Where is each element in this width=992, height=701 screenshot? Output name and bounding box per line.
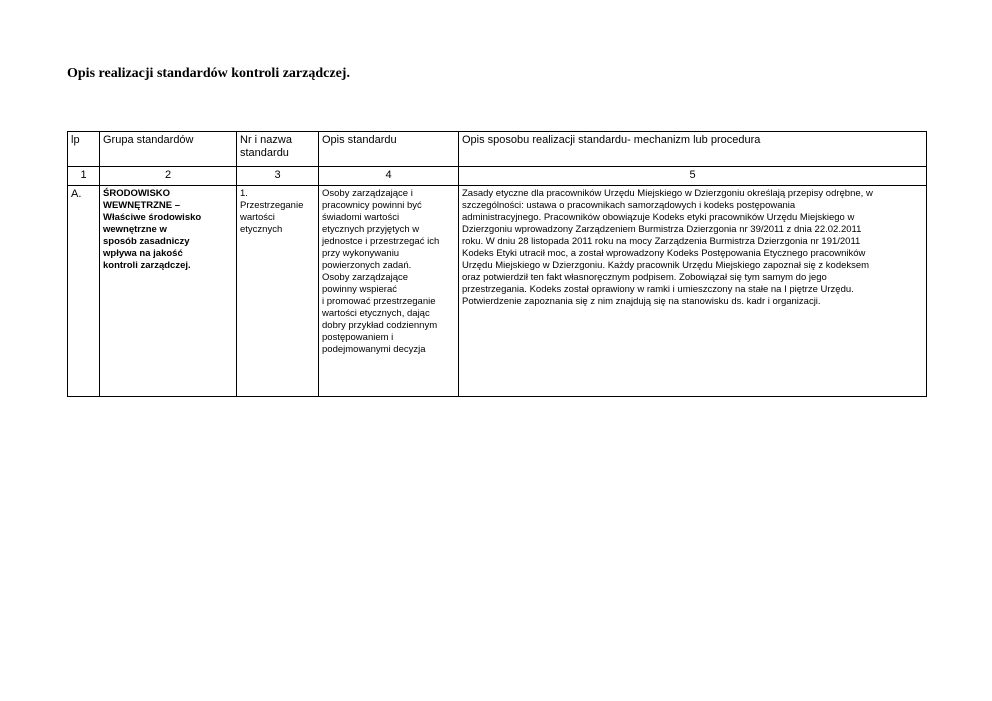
column-number: 4	[319, 167, 459, 186]
lp-text: A.	[71, 188, 82, 200]
column-number-row	[68, 167, 927, 186]
cell-lp	[68, 186, 100, 397]
header-implementation: Opis sposobu realizacji standardu- mechanizm lub procedura	[459, 132, 927, 167]
header-lp: lp	[68, 132, 100, 167]
standard-text: 1. Przestrzeganie wartości etycznych	[240, 188, 304, 235]
cell-implementation	[459, 186, 927, 397]
table-row	[68, 186, 927, 397]
document-title: Opis realizacji standardów kontroli zarządczej.	[67, 66, 350, 81]
column-number: 2	[100, 167, 237, 186]
column-number: 1	[68, 167, 100, 186]
description-text: Osoby zarządzające i pracownicy powinni być świadomi wartości etycznych przyjętych w jednostce i przestrzegać ich przy wykonywaniu powierzonych zadań. Osoby zarządzające powinny wspierać i promować przestrzeganie wartości etycznych, dając dobry przykład codziennym postępowaniem i podejmowanymi decyzja	[322, 188, 440, 355]
cell-standard	[237, 186, 319, 397]
cell-description	[319, 186, 459, 397]
standards-table	[67, 131, 927, 397]
group-text: ŚRODOWISKO WEWNĘTRZNE – Właściwe środowisko wewnętrzne w sposób zasadniczy wpływa na jakość kontroli zarządczej.	[103, 188, 202, 271]
header-description: Opis standardu	[319, 132, 459, 167]
header-standard: Nr i nazwa standardu	[237, 132, 319, 167]
header-group: Grupa standardów	[100, 132, 237, 167]
column-number: 3	[237, 167, 319, 186]
implementation-text: Zasady etyczne dla pracowników Urzędu Miejskiego w Dzierzgoniu określają przepisy odrębne, w szczególności: ustawa o pracownikach samorządowych i kodeks postępowania administracyjnego. Pracowników obowiązuje Kodeks etyki pracowników Urzędu Miejskiego w Dzierzgoniu wprowadzony Zarządzeniem Burmistrza Dzierzgonia nr 39/2011 z dnia 22.02.2011 roku. W dniu 28 listopada 2011 roku na mocy Zarządzenia Burmistrza Dzierzgonia nr 191/2011 Kodeks Etyki utracił moc, a został wprowadzony Kodeks Postępowania Etycznego pracowników Urzędu Miejskiego w Dzierzgoniu. Każdy pracownik Urzędu Miejskiego zapoznał się z kodeksem oraz potwierdził ten fakt własnoręcznym podpisem. Zobowiązał się tym samym do jego przestrzegania. Kodeks został oprawiony w ramki i umieszczony na stałe na I piętrze Urzędu. Potwierdzenie zapoznania się z nim znajdują się na stanowisku ds. kadr i organizacji.	[462, 188, 873, 307]
table-header-row	[68, 132, 927, 167]
cell-group	[100, 186, 237, 397]
column-number: 5	[459, 167, 927, 186]
